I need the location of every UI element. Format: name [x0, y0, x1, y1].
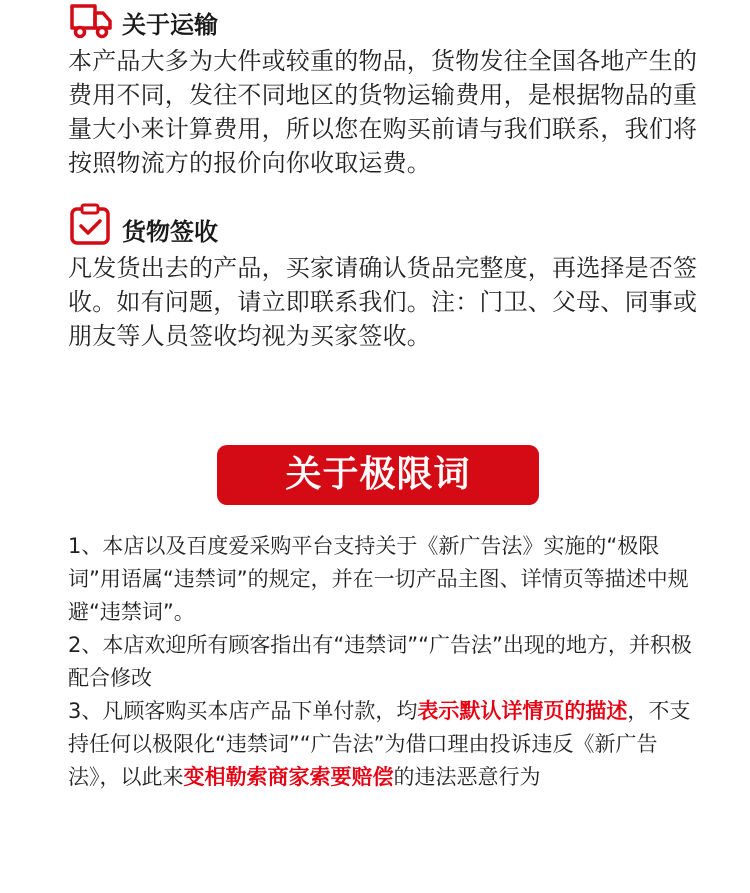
receipt-body: 凡发货出去的产品，买家请确认货品完整度，再选择是否签收。如有问题，请立即联系我们。注：门卫、父母、同事或朋友等人员签收均视为买家签收。	[68, 254, 698, 350]
notes-list	[68, 530, 702, 794]
receipt-section	[68, 203, 710, 353]
note-item-3-text-a: 3、凡顾客购买本店产品下单付款，均	[68, 699, 418, 723]
note-item-2: 2、本店欢迎所有顾客指出有“违禁词”“广告法”出现的地方，并积极配合修改	[68, 633, 692, 690]
shipping-header	[68, 2, 710, 40]
clipboard-check-icon	[68, 203, 114, 247]
truck-icon	[68, 2, 114, 40]
note-item-3-highlight-1: 表示默认详情页的描述	[417, 699, 628, 723]
shipping-title: 关于运输	[122, 11, 218, 39]
note-item-3-highlight-2: 变相勒索商家索要赔偿	[183, 765, 394, 789]
shipping-body: 本产品大多为大件或较重的物品，货物发往全国各地产生的费用不同，发往不同地区的货物运输费用，是根据物品的重量大小来计算费用，所以您在购买前请与我们联系，我们将按照物流方的报价向你收取运费。	[68, 47, 698, 177]
receipt-title: 货物签收	[122, 218, 218, 246]
shipping-section	[68, 2, 710, 180]
note-item-1: 1、本店以及百度爱采购平台支持关于《新广告法》实施的“极限词”用语属“违禁词”的规定，并在一切产品主图、详情页等描述中规避“违禁词”。	[68, 534, 689, 624]
extreme-words-banner: 关于极限词	[217, 445, 539, 505]
note-item-3-text-b: ，不支持任何以极限化“违禁词”“广告法”为借口理由投诉违反《新广告法》，以此来	[68, 699, 691, 789]
note-item-3-text-c: 的违法恶意行为	[393, 765, 541, 789]
receipt-header	[68, 203, 710, 247]
note-item-3	[68, 695, 702, 794]
